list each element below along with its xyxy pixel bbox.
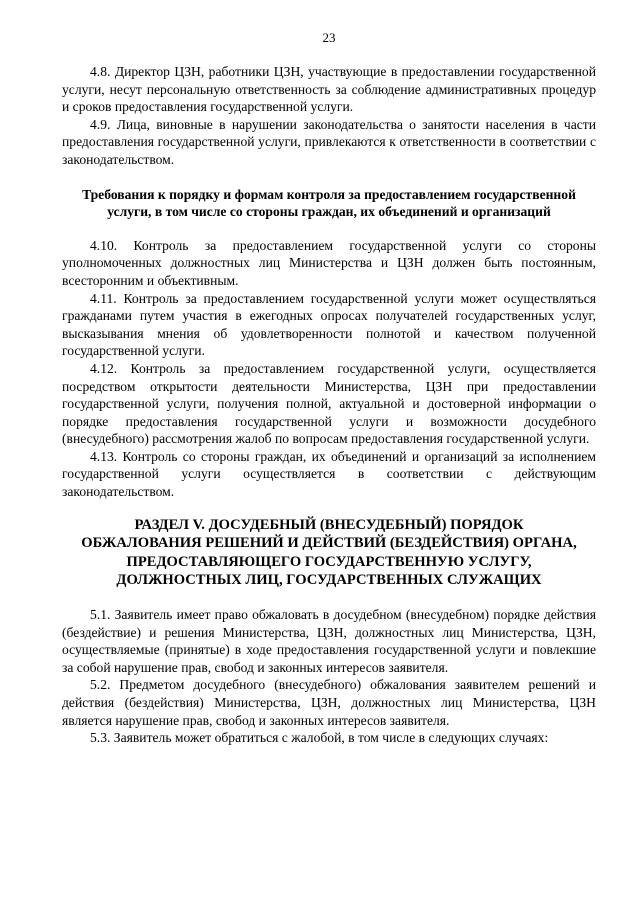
section-heading-line: ОБЖАЛОВАНИЯ РЕШЕНИЙ И ДЕЙСТВИЙ (БЕЗДЕЙСТВИЯ) ОРГАНА,	[81, 535, 577, 552]
paragraph-4-8: 4.8. Директор ЦЗН, работники ЦЗН, участвующие в предоставлении государственной услуги, несут персональную ответственность за соблюдение административных процедур и сроков предоставления государственной услуги.	[62, 64, 596, 115]
document-page	[62, 30, 596, 747]
paragraph-4-10: 4.10. Контроль за предоставлением государственной услуги со стороны уполномоченных должностных лиц Министерства и ЦЗН должен быть постоянным, всесторонним и объективным.	[62, 237, 596, 288]
paragraph-5-1: 5.1. Заявитель имеет право обжаловать в досудебном (внесудебном) порядке действия (бездействие) и решения Министерства, ЦЗН, должностных лиц Министерства, ЦЗН, осуществляемые (принятые) в ходе предоставления государственной услуги и повлекшие за собой нарушение прав, свобод и законных интересов заявителя.	[62, 607, 596, 675]
section-heading-line: ПРЕДОСТАВЛЯЮЩЕГО ГОСУДАРСТВЕННУЮ УСЛУГУ,	[126, 553, 532, 570]
paragraph-4-11: 4.11. Контроль за предоставлением государственной услуги может осуществляться гражданами путем участия в ежегодных опросах получателей государственных услуг, высказывания мнения об удовлетворенности полнотой и качеством полученной государственной услуги.	[62, 290, 596, 359]
paragraph-4-12: 4.12. Контроль за предоставлением государственной услуги, осуществляется посредством открытости деятельности Министерства, ЦЗН при предоставлении государственной услуги, получения полной, актуальной и достоверной информации о порядке предоставления государственной услуги и возможности досудебного (внесудебного) рассмотрения жалоб по вопросам предоставления государственной услуги.	[62, 360, 596, 447]
page-number: 23	[322, 30, 336, 45]
paragraph-4-9: 4.9. Лица, виновные в нарушении законодательства о занятости населения в части предоставления государственной услуги, привлекаются к ответственности в соответствии с законодательством.	[62, 116, 596, 167]
section-heading-line: ДОЛЖНОСТНЫХ ЛИЦ, ГОСУДАРСТВЕННЫХ СЛУЖАЩИХ	[116, 572, 542, 589]
paragraph-4-13: 4.13. Контроль со стороны граждан, их объединений и организаций за исполнением государственной услуги осуществляется в соответствии с действующим законодательством.	[62, 448, 596, 500]
section-heading-line: РАЗДЕЛ V. ДОСУДЕБНЫЙ (ВНЕСУДЕБНЫЙ) ПОРЯДОК	[134, 516, 524, 533]
control-requirements-heading: Требования к порядку и формам контроля за предоставлением государственной услуги, в том числе со стороны граждан, их объединений и организаций	[82, 186, 576, 220]
paragraph-5-3: 5.3. Заявитель может обратиться с жалобой, в том числе в следующих случаях:	[90, 730, 549, 746]
section-v-heading	[62, 516, 596, 590]
paragraph-5-2: 5.2. Предметом досудебного (внесудебного) обжалования заявителем решений и действия (бездействия) Министерства, ЦЗН, должностных лиц Министерства, ЦЗН является нарушение прав, свобод и законных интересов заявителя.	[62, 677, 596, 728]
